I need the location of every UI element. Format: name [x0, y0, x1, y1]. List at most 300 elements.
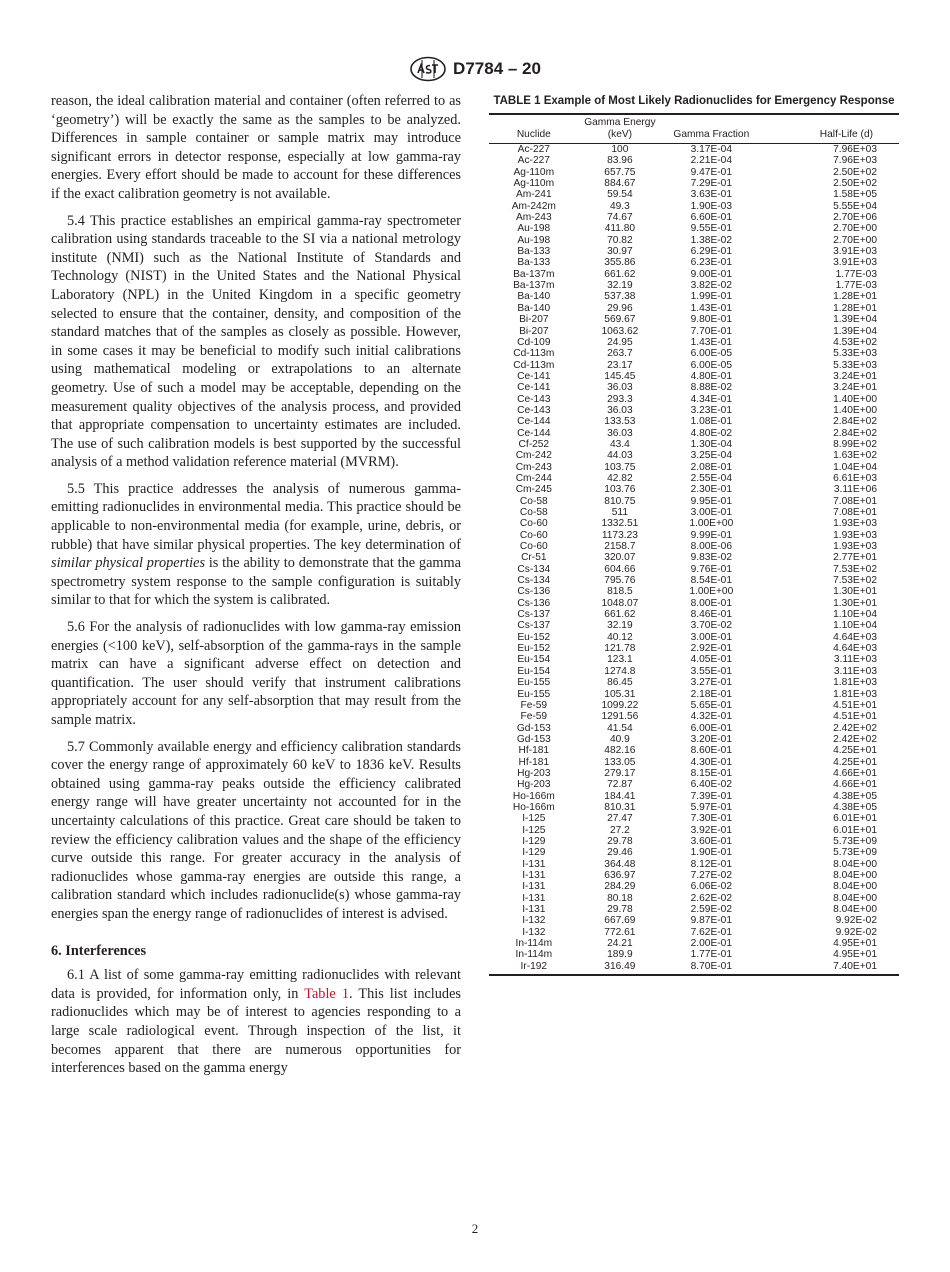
cell-half-life: 2.70E+00	[833, 234, 877, 246]
table-row	[489, 428, 899, 439]
cell-nuclide: Cm-244	[515, 472, 552, 484]
cell-half-life: 5.33E+03	[833, 359, 877, 371]
table-row	[489, 246, 899, 257]
cell-half-life: 3.91E+03	[833, 246, 877, 258]
cell-gamma-energy: 316.49	[604, 960, 636, 972]
table-row	[489, 371, 899, 382]
cell-gamma-energy: 103.76	[604, 484, 636, 496]
cell-gamma-energy: 44.03	[607, 450, 633, 462]
table-row	[489, 439, 899, 450]
cell-gamma-energy: 411.80	[604, 223, 636, 235]
cell-gamma-fraction: 1.90E-03	[690, 200, 732, 212]
cell-half-life: 8.04E+00	[833, 858, 877, 870]
cell-half-life: 4.66E+01	[833, 779, 877, 791]
table-row	[489, 961, 899, 975]
radionuclide-table	[489, 113, 899, 976]
cell-gamma-fraction: 4.30E-01	[690, 756, 732, 768]
cell-gamma-fraction: 4.80E-02	[690, 427, 732, 439]
cell-gamma-fraction: 2.59E-02	[690, 904, 732, 916]
cell-nuclide: Cd-113m	[513, 359, 555, 371]
table-row	[489, 881, 899, 892]
cell-half-life: 8.04E+00	[833, 892, 877, 904]
cell-gamma-fraction: 3.63E-01	[690, 189, 732, 201]
cell-half-life: 1.58E+05	[833, 189, 877, 201]
cell-half-life: 8.04E+00	[833, 881, 877, 893]
cell-gamma-energy: 105.31	[604, 688, 636, 700]
cell-nuclide: I-125	[522, 824, 546, 836]
table-row	[489, 723, 899, 734]
cell-nuclide: Gd-153	[516, 733, 551, 745]
table-row	[489, 416, 899, 427]
cell-gamma-energy: 636.97	[604, 870, 636, 881]
cell-nuclide: Cd-109	[517, 336, 551, 348]
table-row	[489, 518, 899, 529]
cell-gamma-fraction: 9.99E-01	[690, 529, 732, 541]
cell-nuclide: Eu-154	[517, 665, 551, 677]
cell-gamma-fraction: 7.29E-01	[690, 178, 732, 190]
cell-gamma-energy: 27.47	[607, 813, 633, 825]
cell-nuclide: Ce-143	[517, 404, 551, 416]
cell-gamma-fraction: 2.18E-01	[690, 688, 732, 700]
table-row	[489, 167, 899, 178]
cell-gamma-fraction: 7.39E-01	[690, 790, 732, 802]
cell-half-life: 4.25E+01	[833, 745, 877, 757]
cell-gamma-energy: 1048.07	[601, 597, 639, 609]
cell-half-life: 1.93E+03	[833, 541, 877, 553]
cell-half-life: 4.25E+01	[833, 756, 877, 768]
cell-nuclide: Co-58	[519, 507, 548, 518]
table-row	[489, 802, 899, 813]
cell-half-life: 1.30E+01	[833, 597, 877, 609]
table-row	[489, 859, 899, 870]
cell-half-life: 2.84E+02	[833, 416, 877, 428]
cell-nuclide: Co-58	[519, 495, 548, 507]
table-row	[489, 768, 899, 779]
cell-gamma-energy: 100	[611, 144, 629, 155]
cell-nuclide: Cf-252	[518, 438, 550, 450]
table-row	[489, 530, 899, 541]
cell-gamma-fraction: 8.60E-01	[690, 745, 732, 757]
cell-nuclide: Ho-166m	[512, 801, 555, 813]
header-half-life: Half-Life (d)	[819, 129, 873, 140]
cell-half-life: 3.11E+03	[833, 665, 877, 677]
cell-gamma-fraction: 1.77E-01	[690, 949, 732, 961]
cell-half-life: 4.38E+05	[833, 790, 877, 802]
cell-gamma-energy: 36.03	[607, 382, 633, 394]
table-row	[489, 813, 899, 824]
cell-gamma-energy: 1274.8	[604, 665, 636, 677]
cell-nuclide: Ba-133	[517, 257, 551, 269]
cell-gamma-energy: 42.82	[607, 472, 633, 484]
cell-gamma-energy: 284.29	[604, 881, 636, 893]
cell-nuclide: Ba-137m	[513, 268, 555, 280]
cell-half-life: 2.50E+02	[833, 178, 877, 190]
cell-nuclide: I-132	[522, 915, 546, 927]
cell-nuclide: Cs-136	[517, 586, 551, 598]
table-row	[489, 734, 899, 745]
table-row	[489, 904, 899, 915]
cell-half-life: 7.96E+03	[833, 144, 877, 155]
cell-half-life: 8.04E+00	[833, 870, 877, 881]
cell-nuclide: Ce-141	[517, 370, 551, 382]
table-row	[489, 825, 899, 836]
cell-gamma-energy: 23.17	[607, 359, 633, 371]
table-row	[489, 212, 899, 223]
table-row	[489, 870, 899, 881]
table-row	[489, 711, 899, 722]
cell-gamma-fraction: 6.40E-02	[690, 779, 732, 791]
cell-half-life: 4.64E+03	[833, 643, 877, 655]
cell-nuclide: Ce-144	[517, 416, 551, 428]
cell-nuclide: Cs-137	[517, 620, 551, 632]
section-6-1	[51, 966, 461, 1078]
cell-gamma-energy: 1332.51	[601, 518, 639, 530]
cell-gamma-energy: 49.3	[609, 200, 630, 212]
table-row	[489, 586, 899, 597]
cell-nuclide: In-114m	[515, 938, 553, 950]
cell-gamma-fraction: 1.30E-04	[690, 438, 732, 450]
cell-nuclide: Co-60	[519, 529, 548, 541]
cell-nuclide: Co-60	[519, 518, 548, 530]
table-1	[489, 94, 899, 976]
section-5-5-emphasis: similar physical properties	[51, 555, 206, 572]
cell-half-life: 4.95E+01	[833, 949, 877, 961]
cell-gamma-fraction: 4.80E-01	[690, 370, 732, 382]
table-row	[489, 496, 899, 507]
cell-nuclide: Ba-140	[517, 302, 551, 314]
cell-gamma-energy: 43.4	[609, 438, 630, 450]
cell-gamma-fraction: 8.00E-06	[690, 541, 732, 553]
cell-half-life: 1.93E+03	[833, 529, 877, 541]
paragraph-continued: reason, the ideal calibration material and container (often referred to as ‘geometry’) will be exactly the same as the samples to be analyzed. Differences in sample container or sample matrix may introduce significant errors in detector response, especially at low gamma-ray energies. Every effort should be made to account for these differences if the exact calibration geometry is not available.	[51, 93, 461, 202]
cell-gamma-energy: 30.97	[607, 246, 633, 258]
cell-nuclide: Au-198	[517, 223, 551, 235]
table-1-link[interactable]: Table 1	[304, 985, 349, 1002]
table-row	[489, 915, 899, 926]
table-row	[489, 779, 899, 790]
section-5-5-text-b: is the ability to demonstrate that the gamma spectrometry system response to the sample configuration is suitably similar to that for which the system is calibrated.	[51, 555, 461, 609]
cell-half-life: 5.73E+09	[833, 847, 877, 859]
astm-logo-icon	[409, 56, 447, 82]
cell-half-life: 4.95E+01	[833, 938, 877, 950]
section-5-6: 5.6 For the analysis of radionuclides with low gamma-ray emission energies (<100 keV), self-absorption of the gamma-rays in the sample matrix can have a significant adverse effect on detection and quantification. The user should verify that instrument calibrations appropriately account for any self-absorption that may result from the sample matrix.	[51, 619, 461, 728]
cell-gamma-energy: 27.2	[609, 824, 630, 836]
cell-gamma-fraction: 3.27E-01	[690, 677, 732, 689]
cell-half-life: 2.84E+02	[833, 427, 877, 439]
cell-nuclide: Hg-203	[517, 767, 551, 779]
cell-gamma-fraction: 8.54E-01	[690, 575, 732, 587]
cell-gamma-fraction: 9.87E-01	[690, 915, 732, 927]
table-row	[489, 757, 899, 768]
section-6-1-text-b: . This list includes radionuclides which may be of interest to agencies responding to a large scale radiological event. Through inspection of the list, it becomes apparent that there are numerous opportunities for interferences based on the gamma energy	[51, 985, 461, 1077]
cell-gamma-energy: 661.62	[604, 609, 636, 621]
cell-gamma-energy: 74.67	[607, 212, 633, 224]
cell-half-life: 6.61E+03	[833, 472, 877, 484]
table-row	[489, 552, 899, 563]
cell-gamma-fraction: 8.46E-01	[690, 609, 732, 621]
cell-nuclide: Am-243	[515, 212, 552, 224]
header-gamma-fraction: Gamma Fraction	[673, 129, 750, 140]
cell-gamma-fraction: 6.00E-05	[690, 348, 732, 360]
cell-gamma-energy: 133.53	[604, 416, 636, 428]
section-5-5-text-a: 5.5 This practice addresses the analysis of numerous gamma-emitting radionuclides in environmental media. This practice should be applicable to non-environmental media (for example, urine, debris, or rubble) that have similar physical properties. The key determination of	[51, 480, 461, 553]
cell-gamma-fraction: 7.70E-01	[690, 325, 732, 337]
cell-half-life: 2.70E+00	[833, 223, 877, 235]
table-body	[489, 144, 899, 976]
cell-gamma-fraction: 2.62E-02	[690, 892, 732, 904]
table-row	[489, 280, 899, 291]
section-5-5	[51, 480, 461, 610]
table-row	[489, 575, 899, 586]
cell-half-life: 1.77E-03	[835, 280, 877, 292]
page-header	[0, 56, 950, 82]
table-row	[489, 326, 899, 337]
cell-gamma-fraction: 8.15E-01	[690, 767, 732, 779]
table-row	[489, 836, 899, 847]
table-row	[489, 223, 899, 234]
section-heading-interferences: 6. Interferences	[51, 942, 147, 959]
cell-nuclide: I-129	[522, 847, 546, 859]
cell-gamma-energy: 1063.62	[601, 325, 639, 337]
section-5-4: 5.4 This practice establishes an empirical gamma-ray spectrometer calibration using standards traceable to the SI via a national metrology institute (NMI) such as the National Institute of Standards and Technology (NIST) in the United States and the National Physical Laboratory (NPL) in the United Kingdom in a specific geometry selected to ensure that the container, density, and composition of the standard matches that of the samples as closely as possible. However, in some cases it may be beneficial to modify such initial calibrations using mathematical modeling or extrapolations to an alternate geometry. Use of such a model may be acceptable, depending on the measurement quality objectives of the analysis process, and provided that appropriate compensation to uncertainty estimates are included. The use of such calibration models is best supported by the successful analysis of a method validation reference material (MVRM).	[51, 212, 461, 471]
cell-gamma-fraction: 6.29E-01	[690, 246, 732, 258]
table-row	[489, 847, 899, 858]
cell-gamma-fraction: 3.17E-04	[690, 144, 732, 155]
table-row	[489, 450, 899, 461]
cell-half-life: 3.11E+03	[833, 654, 877, 666]
cell-gamma-energy: 29.78	[607, 835, 633, 847]
cell-half-life: 1.93E+03	[833, 518, 877, 530]
cell-gamma-energy: 29.78	[607, 904, 633, 916]
cell-gamma-fraction: 2.30E-01	[690, 484, 732, 496]
cell-gamma-energy: 59.54	[607, 189, 633, 201]
cell-half-life: 1.28E+01	[833, 291, 877, 303]
cell-gamma-fraction: 4.34E-01	[690, 393, 732, 405]
cell-gamma-energy: 818.5	[607, 586, 633, 598]
table-row	[489, 620, 899, 631]
cell-nuclide: Ir-192	[520, 960, 548, 972]
cell-gamma-energy: 86.45	[607, 677, 633, 689]
table-row	[489, 337, 899, 348]
table-header-row	[489, 114, 899, 144]
cell-gamma-energy: 355.86	[604, 257, 636, 269]
table-row	[489, 745, 899, 756]
cell-gamma-energy: 537.38	[604, 291, 636, 303]
table-row	[489, 564, 899, 575]
cell-nuclide: Co-60	[519, 541, 548, 553]
page-number: 2	[471, 1221, 479, 1236]
cell-half-life: 7.40E+01	[833, 960, 877, 972]
cell-gamma-energy: 103.75	[604, 461, 636, 473]
cell-nuclide: Ce-141	[517, 382, 551, 394]
left-column-text	[51, 92, 461, 1086]
cell-nuclide: Cs-137	[517, 609, 551, 621]
cell-gamma-fraction: 8.70E-01	[690, 960, 732, 972]
cell-nuclide: In-114m	[515, 949, 553, 961]
cell-nuclide: Cm-245	[515, 484, 552, 496]
cell-nuclide: I-129	[522, 835, 546, 847]
cell-nuclide: Hf-181	[518, 745, 550, 757]
cell-gamma-fraction: 6.06E-02	[690, 881, 732, 893]
table-row	[489, 484, 899, 495]
table-row	[489, 938, 899, 949]
cell-nuclide: Fe-59	[520, 699, 548, 711]
cell-nuclide: Au-198	[517, 234, 551, 246]
cell-nuclide: Eu-155	[517, 677, 551, 689]
cell-nuclide: Fe-59	[520, 711, 548, 723]
cell-nuclide: Ag-110m	[513, 178, 555, 190]
cell-nuclide: Ce-144	[517, 427, 551, 439]
table-row	[489, 654, 899, 665]
cell-gamma-fraction: 6.00E-01	[690, 722, 732, 734]
cell-gamma-energy: 604.66	[604, 563, 636, 575]
table-row	[489, 632, 899, 643]
cell-gamma-energy: 40.9	[609, 733, 630, 745]
cell-half-life: 3.91E+03	[833, 257, 877, 269]
cell-half-life: 1.28E+01	[833, 302, 877, 314]
cell-gamma-energy: 795.76	[604, 575, 636, 587]
cell-nuclide: Am-241	[515, 189, 552, 201]
cell-gamma-energy: 40.12	[607, 631, 633, 643]
cell-gamma-energy: 263.7	[607, 348, 633, 360]
cell-half-life: 2.42E+02	[833, 722, 877, 734]
table-row	[489, 235, 899, 246]
table-row	[489, 348, 899, 359]
cell-gamma-fraction: 9.76E-01	[690, 563, 732, 575]
cell-nuclide: Eu-154	[517, 654, 551, 666]
cell-nuclide: Cm-243	[515, 461, 552, 473]
cell-gamma-energy: 29.96	[607, 302, 633, 314]
cell-half-life: 5.73E+09	[833, 835, 877, 847]
cell-nuclide: Ac-227	[517, 155, 550, 167]
cell-half-life: 1.39E+04	[833, 314, 877, 326]
cell-nuclide: I-131	[522, 904, 546, 916]
cell-gamma-energy: 24.95	[607, 336, 633, 348]
cell-gamma-energy: 24.21	[607, 938, 633, 950]
cell-gamma-fraction: 3.20E-01	[690, 733, 732, 745]
table-row	[489, 314, 899, 325]
cell-gamma-fraction: 9.47E-01	[690, 166, 732, 178]
cell-nuclide: Ba-140	[517, 291, 551, 303]
cell-gamma-fraction: 1.43E-01	[690, 336, 732, 348]
cell-nuclide: Cs-134	[517, 563, 551, 575]
cell-nuclide: Eu-152	[517, 643, 551, 655]
cell-nuclide: Ac-227	[517, 144, 550, 155]
cell-gamma-energy: 72.87	[607, 779, 633, 791]
cell-gamma-energy: 123.1	[607, 654, 633, 666]
table-row	[489, 291, 899, 302]
cell-gamma-energy: 482.16	[604, 745, 636, 757]
table-row	[489, 178, 899, 189]
cell-gamma-fraction: 3.82E-02	[690, 280, 732, 292]
cell-gamma-fraction: 3.55E-01	[690, 665, 732, 677]
cell-gamma-fraction: 8.12E-01	[690, 858, 732, 870]
cell-gamma-energy: 133.05	[604, 756, 636, 768]
header-gamma-energy: Gamma Energy (keV)	[584, 117, 656, 140]
cell-half-life: 2.70E+06	[833, 212, 877, 224]
cell-half-life: 1.39E+04	[833, 325, 877, 337]
table-row	[489, 927, 899, 938]
cell-nuclide: I-131	[522, 892, 546, 904]
cell-gamma-fraction: 8.00E-01	[690, 597, 732, 609]
cell-gamma-fraction: 6.00E-05	[690, 359, 732, 371]
cell-gamma-fraction: 3.92E-01	[690, 824, 732, 836]
cell-gamma-energy: 1291.56	[601, 711, 639, 723]
table-row	[489, 155, 899, 166]
cell-half-life: 8.04E+00	[833, 904, 877, 916]
cell-gamma-fraction: 8.88E-02	[690, 382, 732, 394]
table-row	[489, 462, 899, 473]
table-row	[489, 791, 899, 802]
cell-half-life: 2.42E+02	[833, 733, 877, 745]
cell-gamma-energy: 2158.7	[604, 541, 636, 553]
cell-gamma-fraction: 7.30E-01	[690, 813, 732, 825]
cell-gamma-energy: 36.03	[607, 404, 633, 416]
cell-gamma-fraction: 2.55E-04	[690, 472, 732, 484]
cell-half-life: 1.04E+04	[833, 461, 877, 473]
cell-gamma-fraction: 3.70E-02	[690, 620, 732, 632]
cell-gamma-fraction: 1.38E-02	[690, 234, 732, 246]
cell-gamma-fraction: 9.55E-01	[690, 223, 732, 235]
cell-nuclide: Cd-113m	[513, 348, 555, 360]
cell-gamma-fraction: 1.00E+00	[689, 586, 734, 598]
cell-gamma-energy: 657.75	[604, 166, 636, 178]
table-row	[489, 382, 899, 393]
section-5-7: 5.7 Commonly available energy and efficiency calibration standards cover the energy range of approximately 60 keV to 1836 keV. Results obtained using gamma-ray peaks outside the efficiency calibrated energy range will have greater uncertainty not accounted for in the uncertainty calculations of this practice. Great care should be taken to review the efficiency calibration values and the shape of the efficiency curve outside this range. For greater accuracy in the analysis of radionuclides whose gamma-ray energies are outside this range, a calibration standard which includes radionuclide(s) whose gamma-ray energies span the energy range of radionuclides of interest is advised.	[51, 738, 461, 922]
cell-gamma-fraction: 4.32E-01	[690, 711, 732, 723]
table-row	[489, 144, 899, 156]
cell-nuclide: Ce-143	[517, 393, 551, 405]
cell-gamma-energy: 32.19	[607, 620, 633, 632]
cell-half-life: 1.63E+02	[833, 450, 877, 462]
cell-gamma-fraction: 9.83E-02	[690, 552, 732, 564]
cell-gamma-energy: 810.75	[604, 495, 636, 507]
cell-nuclide: I-131	[522, 858, 546, 870]
cell-gamma-energy: 320.07	[604, 552, 636, 564]
table-row	[489, 666, 899, 677]
cell-half-life: 3.24E+01	[833, 370, 877, 382]
table-row	[489, 949, 899, 960]
cell-half-life: 1.30E+01	[833, 586, 877, 598]
cell-nuclide: Bi-207	[519, 325, 549, 337]
cell-gamma-fraction: 1.99E-01	[690, 291, 732, 303]
cell-gamma-energy: 83.96	[607, 155, 633, 167]
cell-nuclide: Ba-137m	[513, 280, 555, 292]
table-row	[489, 473, 899, 484]
cell-gamma-fraction: 9.00E-01	[690, 268, 732, 280]
cell-gamma-fraction: 9.80E-01	[690, 314, 732, 326]
cell-gamma-fraction: 3.25E-04	[690, 450, 732, 462]
cell-half-life: 6.01E+01	[833, 824, 877, 836]
cell-gamma-energy: 810.31	[604, 801, 636, 813]
cell-gamma-energy: 121.78	[604, 643, 636, 655]
cell-half-life: 8.99E+02	[833, 438, 877, 450]
cell-gamma-energy: 184.41	[604, 790, 636, 802]
cell-gamma-fraction: 3.00E-01	[690, 507, 732, 518]
cell-nuclide: I-131	[522, 870, 546, 881]
table-row	[489, 677, 899, 688]
cell-nuclide: Cs-134	[517, 575, 551, 587]
cell-half-life: 1.81E+03	[833, 677, 877, 689]
cell-half-life: 5.33E+03	[833, 348, 877, 360]
section-6-1-text-a: 6.1 A list of some gamma-ray emitting radionuclides with relevant data is provided, for information only, in	[51, 967, 461, 1002]
cell-half-life: 9.92E-02	[835, 926, 877, 938]
cell-gamma-fraction: 2.08E-01	[690, 461, 732, 473]
cell-half-life: 2.77E+01	[833, 552, 877, 564]
cell-half-life: 3.11E+06	[833, 484, 877, 496]
header-nuclide: Nuclide	[516, 129, 551, 140]
cell-gamma-energy: 1099.22	[601, 699, 639, 711]
